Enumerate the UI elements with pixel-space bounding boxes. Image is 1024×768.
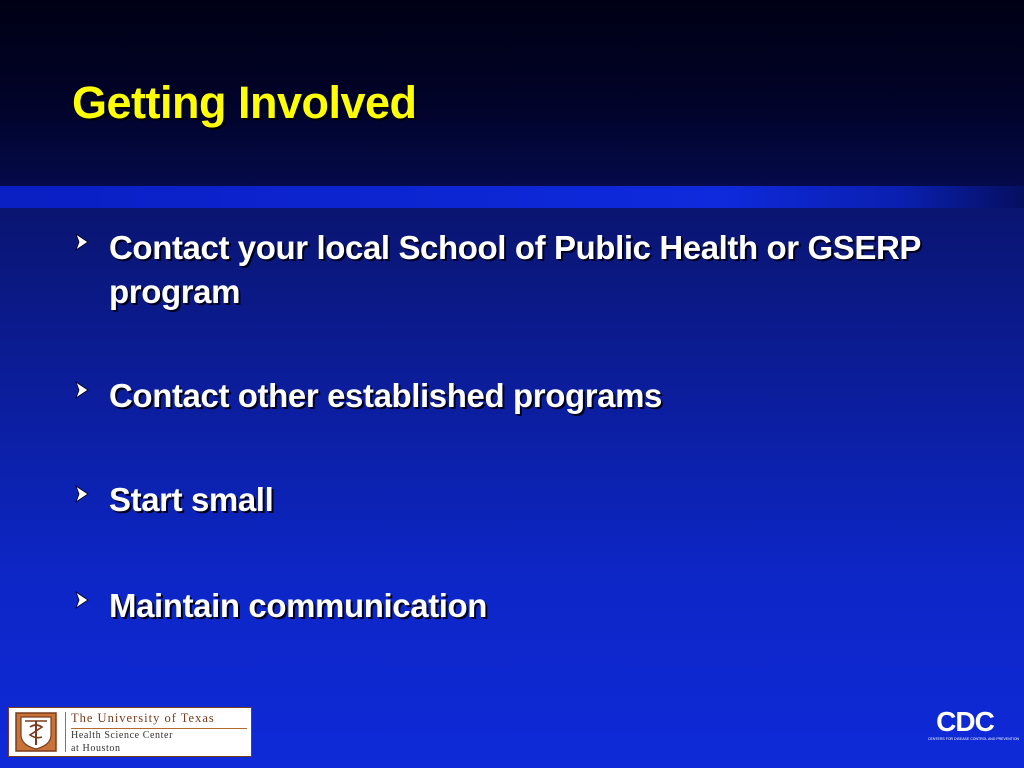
bullet-item (74, 478, 954, 522)
ut-logo-rule (71, 728, 247, 729)
cdc-logo-text: CDC (936, 706, 994, 737)
cdc-logo (928, 706, 1020, 746)
ut-logo-line1: The University of Texas (71, 711, 215, 725)
bullet-text: Contact other established programs (109, 377, 663, 414)
ut-logo-line3: at Houston (71, 743, 121, 754)
ut-health-logo (8, 707, 252, 757)
arrow-bullet-icon (74, 588, 90, 612)
arrow-bullet-icon (74, 482, 90, 506)
bullet-item (74, 374, 954, 418)
ut-logo-line2: Health Science Center (71, 730, 174, 741)
ut-logo-separator (65, 712, 66, 752)
bullet-text: Contact your local School of Public Health or GSERP program (109, 229, 921, 310)
slide-title: Getting Involved (72, 77, 417, 128)
arrow-bullet-icon (74, 378, 90, 402)
cdc-logo-subtitle: CENTERS FOR DISEASE CONTROL AND PREVENTION (928, 737, 1020, 741)
bullet-text: Maintain communication (109, 587, 488, 624)
ut-seal-icon (13, 711, 59, 753)
bullet-item (74, 584, 954, 628)
bullet-item (74, 226, 954, 314)
arrow-bullet-icon (74, 230, 90, 254)
bullet-text: Start small (109, 481, 274, 518)
